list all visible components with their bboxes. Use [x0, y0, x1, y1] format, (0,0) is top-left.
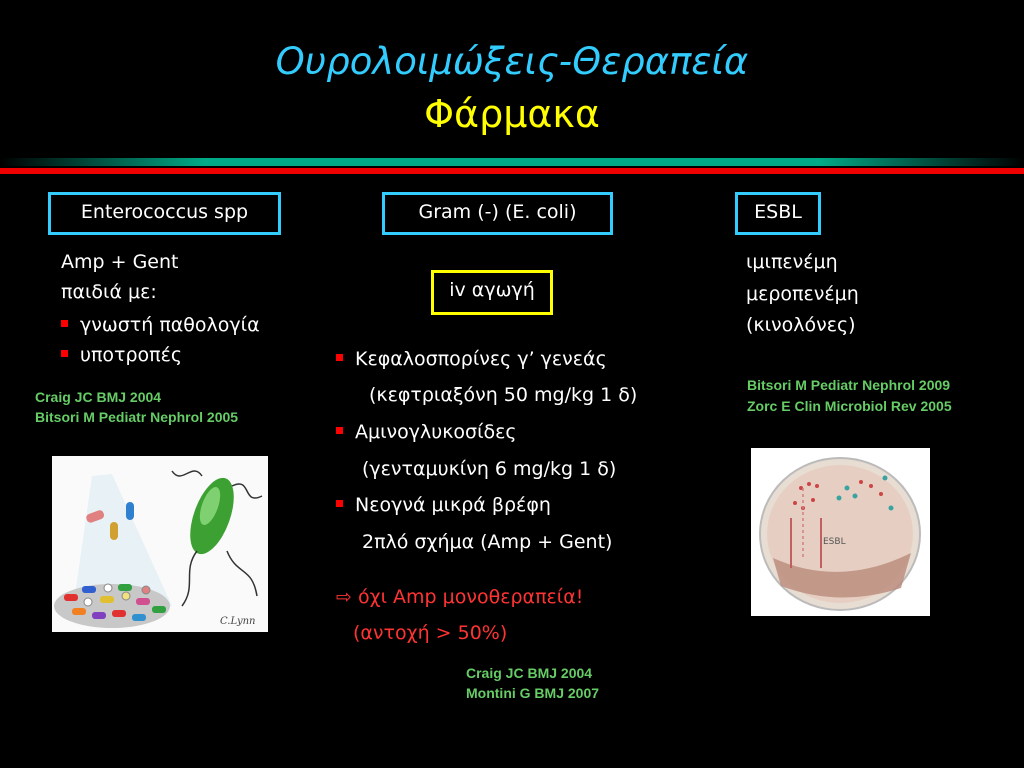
right-line-3: (κινολόνες): [746, 314, 856, 336]
middle-item-2: (κεφτριαξόνη 50 mg/kg 1 δ): [369, 384, 638, 406]
petri-dish-icon: [751, 448, 930, 616]
gram-negative-box: Gram (-) (E. coli): [382, 192, 613, 235]
left-bullet-text: υποτροπές: [80, 344, 183, 366]
middle-item-3: [336, 423, 517, 442]
right-line-1: ιμιπενέμη: [746, 251, 838, 273]
middle-item-text: Αμινογλυκοσίδες: [355, 421, 517, 443]
warning-text: όχι Amp μονοθεραπεία!: [357, 586, 584, 608]
left-line-1: Amp + Gent: [61, 251, 179, 273]
right-line-2: μεροπενέμη: [746, 283, 859, 305]
bacteria-illustration-icon: [52, 456, 268, 632]
middle-item-text: Νεογνά μικρά βρέφη: [355, 494, 551, 516]
bullet-marker: [61, 350, 68, 357]
plate-label: ESBL: [823, 537, 846, 547]
illustration-signature: C.Lynn: [220, 616, 256, 627]
middle-item-4: (γενταμυκίνη 6 mg/kg 1 δ): [362, 458, 617, 480]
warning-note: (αντοχή > 50%): [353, 622, 508, 644]
slide-title: Ουρολοιμώξεις-Θεραπεία: [275, 40, 749, 83]
left-bullet-2: [61, 346, 182, 365]
bullet-marker: [336, 354, 343, 361]
middle-item-text: Κεφαλοσπορίνες γ’ γενεάς: [355, 348, 607, 370]
middle-item-5: [336, 496, 551, 515]
left-ref-1: Craig JC BMJ 2004: [35, 389, 162, 405]
title-divider: [0, 158, 1024, 176]
iv-treatment-box: iv αγωγή: [431, 270, 553, 315]
slide-subtitle: Φάρμακα: [424, 92, 600, 136]
bullet-marker: [336, 427, 343, 434]
middle-ref-2: Montini G BMJ 2007: [466, 685, 600, 701]
bullet-marker: [61, 320, 68, 327]
right-ref-1: Bitsori M Pediatr Nephrol 2009: [747, 377, 951, 393]
left-bullet-1: [61, 316, 260, 335]
warning-line: [336, 588, 583, 607]
bullet-marker: [336, 500, 343, 507]
enterococcus-box: Enterococcus spp: [48, 192, 281, 235]
middle-item-1: [336, 350, 607, 369]
bacteria-pills-illustration: [52, 456, 268, 632]
esbl-agar-plate-photo: [751, 448, 930, 616]
esbl-box: ESBL: [735, 192, 821, 235]
left-line-2: παιδιά με:: [61, 281, 157, 303]
right-ref-2: Zorc E Clin Microbiol Rev 2005: [747, 398, 952, 414]
middle-item-6: 2πλό σχήμα (Amp + Gent): [362, 531, 613, 553]
left-ref-2: Bitsori M Pediatr Nephrol 2005: [35, 409, 239, 425]
left-bullet-text: γνωστή παθολογία: [80, 314, 260, 336]
arrow-icon: ⇨: [336, 586, 352, 608]
middle-ref-1: Craig JC BMJ 2004: [466, 665, 593, 681]
